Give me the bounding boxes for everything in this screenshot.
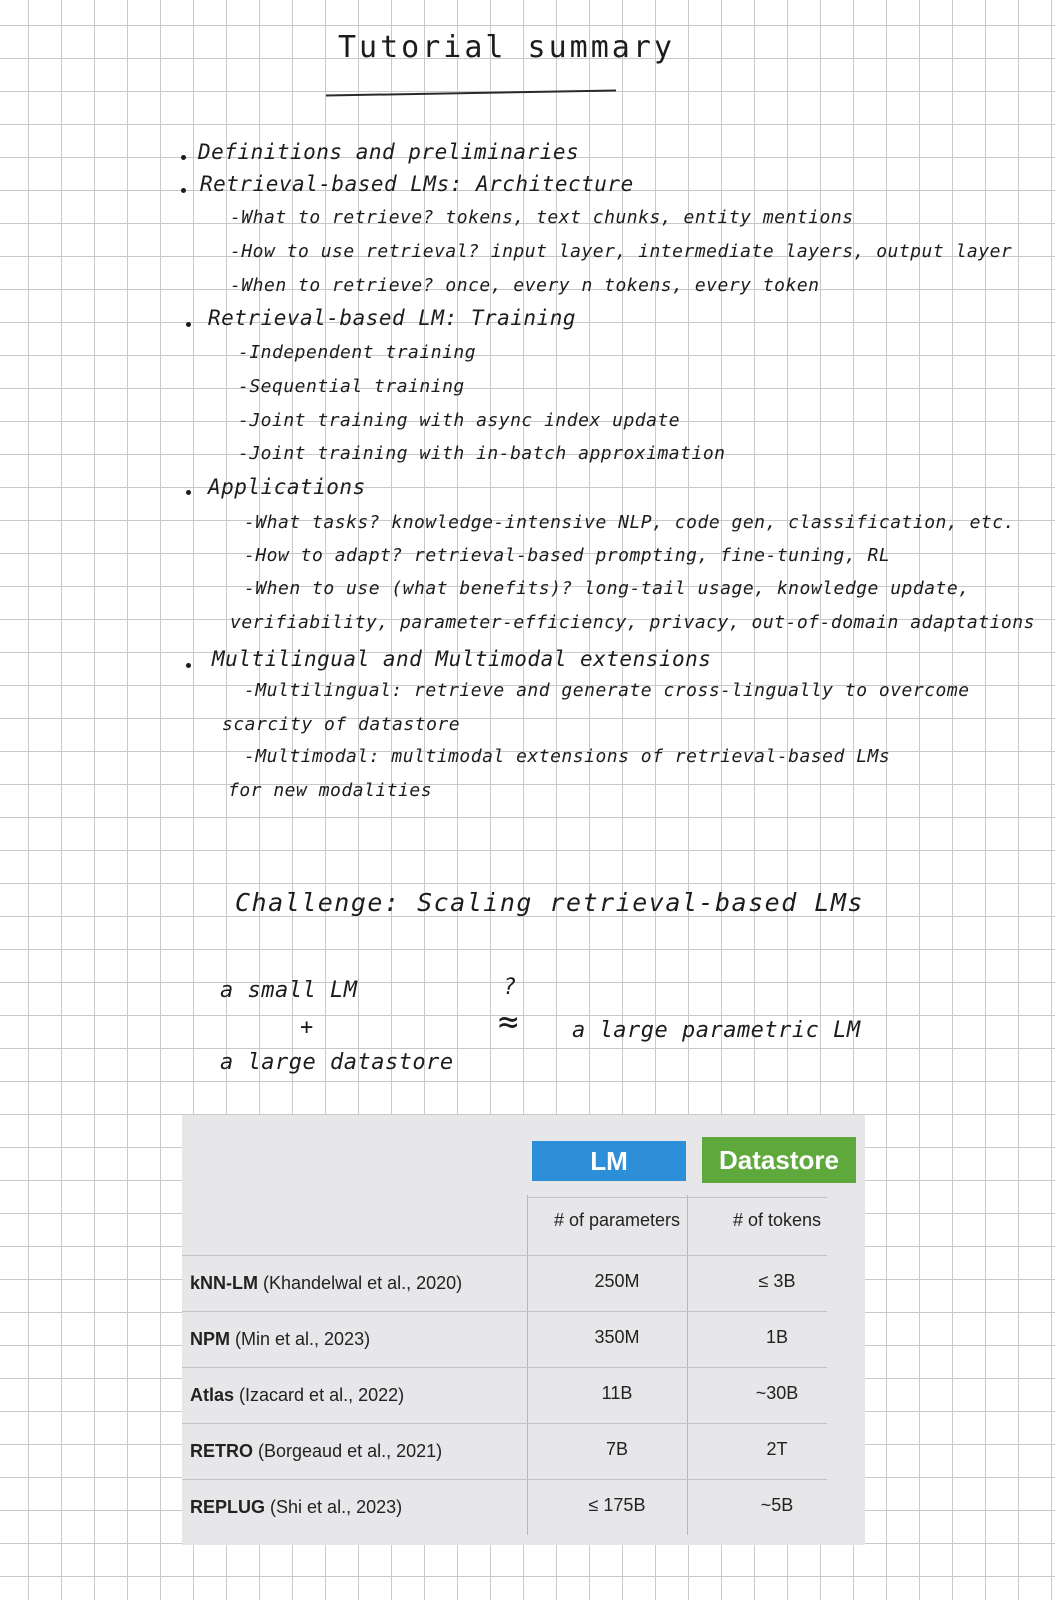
table-row: [182, 1479, 865, 1535]
model-name: [190, 1329, 370, 1350]
table-row: [182, 1311, 865, 1367]
datastore-header: Datastore: [702, 1137, 856, 1183]
bullet-dot: [186, 490, 191, 495]
plus-sign: +: [300, 1015, 314, 1040]
model-citation: (Khandelwal et al., 2020): [263, 1273, 463, 1293]
tokens-column-header: # of tokens: [732, 1210, 822, 1230]
outline-subitem: -When to retrieve? once, every n tokens, every token: [230, 275, 820, 296]
bullet-dot: [186, 663, 191, 668]
large-datastore-label: a large datastore: [220, 1050, 454, 1075]
model-citation: (Min et al., 2023): [235, 1329, 371, 1349]
approx-icon: ≈: [498, 1002, 519, 1042]
outline-item: Retrieval-based LM: Training: [208, 306, 577, 330]
bullet-dot: [186, 322, 191, 327]
outline-subitem: -Multilingual: retrieve and generate cross-lingually to overcome: [244, 680, 970, 701]
question-mark: ?: [503, 975, 517, 1000]
token-count: ~30B: [755, 1383, 799, 1403]
row-divider: [527, 1197, 827, 1198]
token-count: ~5B: [760, 1495, 794, 1515]
outline-subitem: -Sequential training: [238, 376, 465, 397]
param-count: 11B: [601, 1383, 633, 1403]
outline-subitem: verifiability, parameter-efficiency, privacy, out-of-domain adaptations: [230, 612, 1035, 633]
param-count: 7B: [605, 1439, 629, 1459]
param-count: ≤ 175B: [588, 1495, 646, 1515]
table-row: [182, 1255, 865, 1311]
outline-item: Retrieval-based LMs: Architecture: [200, 172, 634, 196]
bullet-dot: [181, 188, 186, 193]
outline-item: Multilingual and Multimodal extensions: [212, 647, 712, 671]
model-bold: RETRO: [190, 1441, 253, 1461]
table-row: [182, 1367, 865, 1423]
outline-subitem: -When to use (what benefits)? long-tail usage, knowledge update,: [244, 578, 970, 599]
model-citation: (Shi et al., 2023): [270, 1497, 403, 1517]
model-citation: (Izacard et al., 2022): [239, 1385, 405, 1405]
model-bold: REPLUG: [190, 1497, 266, 1517]
large-parametric-lm-label: a large parametric LM: [572, 1018, 861, 1043]
outline-subitem: for new modalities: [228, 780, 433, 801]
outline-subitem: -What to retrieve? tokens, text chunks, entity mentions: [230, 207, 854, 228]
page-title: Tutorial summary: [338, 30, 675, 65]
model-name: [190, 1497, 402, 1518]
outline-item: Applications: [208, 475, 366, 499]
model-bold: Atlas: [190, 1385, 235, 1405]
token-count: 1B: [765, 1327, 789, 1347]
token-count: ≤ 3B: [758, 1271, 796, 1291]
token-count: 2T: [766, 1439, 788, 1459]
param-count: 250M: [594, 1271, 640, 1291]
model-name: [190, 1385, 404, 1406]
model-name: [190, 1441, 442, 1462]
model-bold: kNN-LM: [190, 1273, 258, 1293]
outline-subitem: -Independent training: [238, 342, 477, 363]
outline-subitem: -How to use retrieval? input layer, intermediate layers, output layer: [230, 241, 1013, 262]
bullet-dot: [181, 155, 186, 160]
param-count: 350M: [594, 1327, 640, 1347]
title-underline: [326, 89, 616, 96]
outline-subitem: -Joint training with async index update: [238, 410, 681, 431]
lm-header: LM: [532, 1141, 686, 1181]
model-bold: NPM: [190, 1329, 230, 1349]
outline-item: Definitions and preliminaries: [198, 140, 580, 164]
comparison-table: [182, 1115, 865, 1545]
challenge-title: Challenge: Scaling retrieval-based LMs: [235, 888, 864, 917]
model-name: [190, 1273, 462, 1294]
outline-subitem: scarcity of datastore: [222, 714, 461, 735]
small-lm-label: a small LM: [220, 978, 358, 1003]
outline-subitem: -Multimodal: multimodal extensions of retrieval-based LMs: [244, 746, 891, 767]
model-citation: (Borgeaud et al., 2021): [258, 1441, 443, 1461]
params-column-header: # of parameters: [553, 1210, 681, 1230]
outline-subitem: -How to adapt? retrieval-based prompting, fine-tuning, RL: [244, 545, 891, 566]
table-row: [182, 1423, 865, 1479]
outline-subitem: -Joint training with in-batch approximation: [238, 443, 726, 464]
outline-subitem: -What tasks? knowledge-intensive NLP, code gen, classification, etc.: [244, 512, 1015, 533]
